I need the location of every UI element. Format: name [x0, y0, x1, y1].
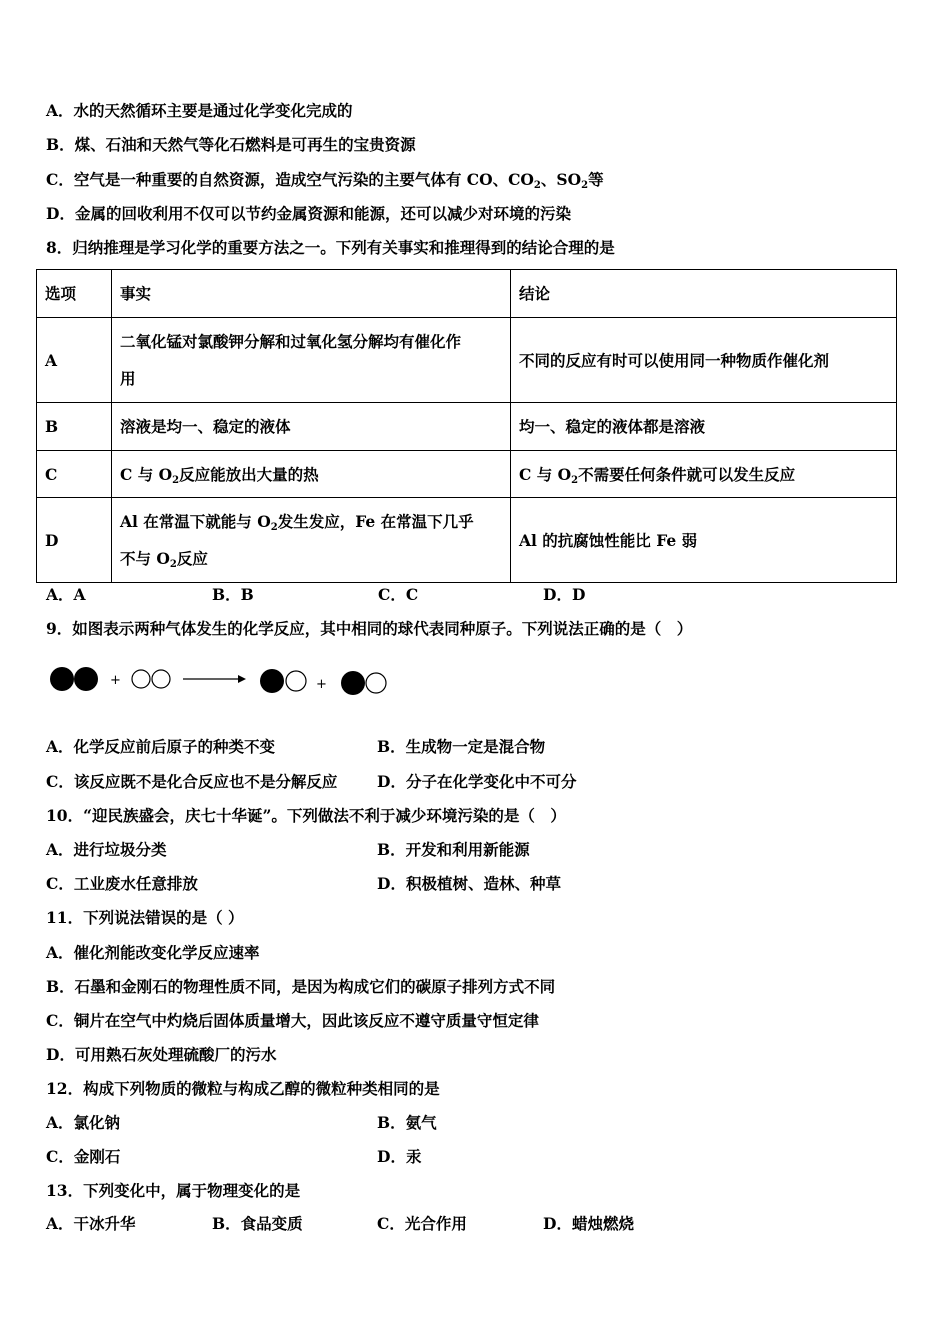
q11-option-c: C．铜片在空气中灼烧后固体质量增大，因此该反应不遵守质量守恒定律 — [46, 1011, 539, 1030]
reaction-diagram — [46, 660, 406, 704]
q7-option-d: D．金属的回收利用不仅可以节约金属资源和能源，还可以减少对环境的污染 — [46, 204, 571, 223]
q8-option-b: B．B — [212, 585, 254, 604]
plus-sign-1: + — [110, 673, 121, 688]
q11-option-a: A．催化剂能改变化学反应速率 — [46, 943, 260, 962]
product-1-atom-white — [286, 671, 306, 691]
row-conclusion: Al 的抗腐蚀性能比 Fe 弱 — [511, 498, 897, 583]
table-row — [37, 403, 897, 451]
molecule-a-atom-2 — [74, 667, 98, 691]
plus-sign-2: + — [316, 677, 327, 692]
row-option: D — [37, 498, 112, 583]
q12-stem: 12．构成下列物质的微粒与构成乙醇的微粒种类相同的是 — [46, 1079, 440, 1098]
row-conclusion: 不同的反应有时可以使用同一种物质作催化剂 — [511, 318, 897, 403]
molecule-b-atom-2 — [152, 670, 170, 688]
row-fact: 二氧化锰对氯酸钾分解和过氧化氢分解均有催化作 用 — [112, 318, 511, 403]
q12-option-d: D．汞 — [377, 1147, 422, 1166]
header-option: 选项 — [37, 270, 112, 318]
row-option: A — [37, 318, 112, 403]
q8-table-header — [37, 270, 897, 318]
q9-stem: 9．如图表示两种气体发生的化学反应，其中相同的球代表同种原子。下列说法正确的是（ ） — [46, 619, 693, 638]
q8-option-a: A．A — [46, 585, 86, 604]
q9-option-a: A．化学反应前后原子的种类不变 — [46, 737, 276, 756]
header-conclusion: 结论 — [511, 270, 897, 318]
q11-stem: 11．下列说法错误的是（ ） — [46, 908, 244, 927]
q13-stem: 13．下列变化中，属于物理变化的是 — [46, 1181, 301, 1200]
row-conclusion: 均一、稳定的液体都是溶液 — [511, 403, 897, 451]
q7-option-b: B．煤、石油和天然气等化石燃料是可再生的宝贵资源 — [46, 135, 416, 154]
row-conclusion: C 与 $O_2$不需要任何条件就可以发生反应 — [511, 451, 897, 498]
q10-option-b: B．开发和利用新能源 — [377, 840, 530, 859]
product-2-atom-black — [341, 671, 365, 695]
q9-option-c: C．该反应既不是化合反应也不是分解反应 — [46, 772, 338, 791]
q12-option-a: A．氯化钠 — [46, 1113, 121, 1132]
row-fact: Al 在常温下就能与 $O_2$发生发应，Fe 在常温下几乎 不与 $O_2$反应 — [112, 498, 511, 583]
table-row — [37, 451, 897, 498]
reaction-arrow-head — [238, 675, 246, 683]
molecule-a-atom-1 — [50, 667, 74, 691]
row-fact: C 与 $O_2$反应能放出大量的热 — [112, 451, 511, 498]
q9-option-d: D．分子在化学变化中不可分 — [377, 772, 577, 791]
q7-option-a: A．水的天然循环主要是通过化学变化完成的 — [46, 101, 353, 120]
q10-option-d: D．积极植树、造林、种草 — [377, 874, 561, 893]
table-row — [37, 318, 897, 403]
q13-option-a: A．干冰升华 — [46, 1214, 136, 1233]
row-fact: 溶液是均一、稳定的液体 — [112, 403, 511, 451]
row-option: B — [37, 403, 112, 451]
reaction-svg — [46, 660, 406, 704]
q12-option-c: C．金刚石 — [46, 1147, 121, 1166]
q8-option-c: C．C — [378, 585, 419, 604]
q7-option-c: C．空气是一种重要的自然资源，造成空气污染的主要气体有 CO、$CO_2$、$SO_2$等 — [46, 170, 604, 191]
header-fact: 事实 — [112, 270, 511, 318]
q9-option-b: B．生成物一定是混合物 — [377, 737, 546, 756]
q11-option-d: D．可用熟石灰处理硫酸厂的污水 — [46, 1045, 277, 1064]
q13-option-d: D．蜡烛燃烧 — [543, 1214, 634, 1233]
product-2-atom-white — [366, 673, 386, 693]
q10-option-c: C．工业废水任意排放 — [46, 874, 198, 893]
q8-stem: 8．归纳推理是学习化学的重要方法之一。下列有关事实和推理得到的结论合理的是 — [46, 238, 615, 257]
q10-stem: 10．“迎民族盛会，庆七十华诞”。下列做法不利于减少环境污染的是（ ） — [46, 806, 566, 825]
row-option: C — [37, 451, 112, 498]
q10-option-a: A．进行垃圾分类 — [46, 840, 167, 859]
q13-option-b: B．食品变质 — [212, 1214, 303, 1233]
q12-option-b: B．氨气 — [377, 1113, 437, 1132]
table-row — [37, 498, 897, 583]
q8-option-d: D．D — [543, 585, 586, 604]
product-1-atom-black — [260, 669, 284, 693]
molecule-b-atom-1 — [132, 670, 150, 688]
q11-option-b: B．石墨和金刚石的物理性质不同，是因为构成它们的碳原子排列方式不同 — [46, 977, 556, 996]
q8-table — [36, 269, 897, 583]
q13-option-c: C．光合作用 — [377, 1214, 467, 1233]
